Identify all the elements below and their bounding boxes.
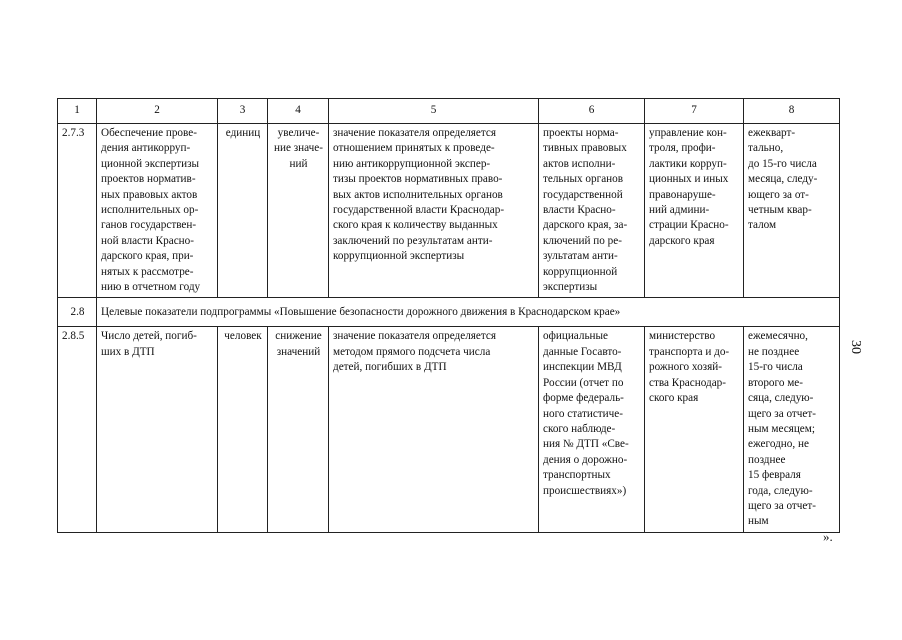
method-cell: значение показателя определяется методом прямого подсчета числа детей, погибших в ДТП <box>329 327 539 532</box>
trend-cell: увеличе- ние значе- ний <box>268 124 329 298</box>
header-cell: 1 <box>58 99 97 124</box>
row-number: 2.7.3 <box>58 124 97 298</box>
page-number: 30 <box>848 340 863 354</box>
responsible-cell: управление кон- троля, профи- лактики корруп- ционных и иных правонаруше- ний админи- страции Красно- дарского края <box>645 124 744 298</box>
indicator-name: Обеспечение прове- дения антикорруп- ционной экспертизы проектов норматив- ных правовых актов исполнительных ор- ганов государствен- ной власти Красно- дарского края, при- нятых к рассмотре- нию в отчетном году <box>97 124 218 298</box>
indicator-name: Число детей, погиб- ших в ДТП <box>97 327 218 532</box>
source-cell: проекты норма- тивных правовых актов исполни- тельных органов государственной власти Красно- дарского края, за- ключений по ре- зультатам анти- коррупционной экспертизы <box>539 124 645 298</box>
table-header-row <box>58 99 840 124</box>
source-cell: официальные данные Госавто- инспекции МВД России (отчет по форме федераль- ного статистиче- ского наблюде- ния № ДТП «Све- дения о дорожно- транспортных происшествиях») <box>539 327 645 532</box>
period-cell: ежемесячно, не позднее 15-го числа второго ме- сяца, следую- щего за отчет- ным месяцем; ежегодно, не позднее 15 февраля года, следую- щего за отчет- ным <box>744 327 840 532</box>
header-cell: 7 <box>645 99 744 124</box>
period-cell: ежекварт- тально, до 15-го числа месяца, следу- ющего за от- четным квар- талом <box>744 124 840 298</box>
unit-cell: человек <box>218 327 268 532</box>
header-cell: 4 <box>268 99 329 124</box>
section-number: 2.8 <box>58 298 97 327</box>
closing-quote-mark: ». <box>823 529 833 544</box>
header-cell: 5 <box>329 99 539 124</box>
section-row <box>58 298 840 327</box>
section-title: Целевые показатели подпрограммы «Повышение безопасности дорожного движения в Краснодарском крае» <box>97 298 840 327</box>
table-row <box>58 327 840 532</box>
responsible-cell: министерство транспорта и до- рожного хозяй- ства Краснодар- ского края <box>645 327 744 532</box>
row-number: 2.8.5 <box>58 327 97 532</box>
header-cell: 8 <box>744 99 840 124</box>
method-cell: значение показателя определяется отношением принятых к проведе- нию антикоррупционной экспер- тизы проектов нормативных право- вых актов исполнительных органов государственной власти Краснодар- ского края к количеству выданных заключений по результатам анти- коррупционной экспертизы <box>329 124 539 298</box>
trend-cell: снижение значений <box>268 327 329 532</box>
unit-cell: единиц <box>218 124 268 298</box>
header-cell: 2 <box>97 99 218 124</box>
indicators-table <box>57 98 840 533</box>
table-row <box>58 124 840 298</box>
header-cell: 3 <box>218 99 268 124</box>
header-cell: 6 <box>539 99 645 124</box>
